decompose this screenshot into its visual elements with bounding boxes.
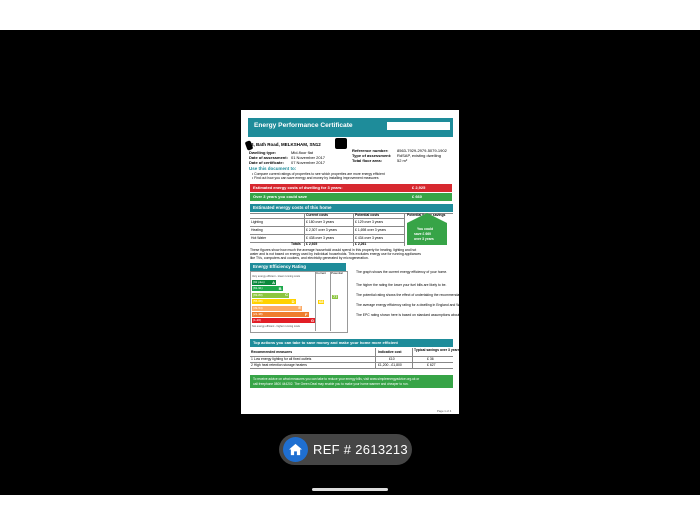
cost-row-label: Lighting: [251, 220, 263, 224]
potential-rating-marker: 77: [333, 294, 338, 299]
rating-band-e: [252, 306, 302, 311]
cost-table-line: [404, 213, 405, 246]
rating-band-range: (69-80): [253, 292, 263, 297]
estimated-costs-value: £ 2,925: [412, 185, 426, 190]
cost-row-label: Hot Water: [251, 236, 267, 240]
rating-col-divider: [315, 271, 316, 331]
top-bar: [0, 0, 700, 30]
rating-text-1: The graph shows the current energy efficiency of your home.: [356, 270, 448, 274]
rating-band-range: (55-68): [253, 299, 263, 304]
actions-section-header: [250, 339, 453, 347]
dwelling-type-label: Dwelling type:: [249, 150, 277, 155]
saving-value-box: [408, 193, 452, 201]
cost-row-potential: £ 434 over 3 years: [355, 236, 384, 240]
rating-band-letter: B: [278, 285, 282, 291]
rating-band-range: (81-91): [253, 286, 263, 291]
action-measure: 1 Low energy lighting for all fixed outlets: [251, 357, 312, 361]
cost-table-line: [250, 234, 404, 235]
house-icon-glyph: [288, 443, 303, 456]
cost-table-line: [250, 242, 404, 243]
actions-table-line: [250, 368, 453, 369]
home-indicator[interactable]: [312, 488, 388, 491]
current-rating-marker: 68: [319, 299, 324, 304]
cost-header-savings: Potential future savings: [407, 213, 446, 217]
rating-bottom-note: Not energy efficient - higher running costs: [252, 325, 300, 328]
estimated-costs-label: Estimated energy costs of dwelling for 3 years:: [253, 185, 343, 190]
rating-band-range: (21-38): [253, 312, 263, 316]
dwelling-type-value: Mid-floor flat: [291, 150, 314, 155]
actions-title: Top actions you can take to save money and make your home more efficient: [253, 340, 398, 345]
cost-section-header: [250, 204, 453, 212]
action-cost: £1,200 - £1,800: [378, 363, 402, 367]
rating-col-current: Current: [316, 271, 327, 275]
rating-band-b: [252, 286, 283, 291]
action-cost: £10: [389, 357, 395, 361]
rating-band-range: (39-54): [253, 305, 263, 310]
rating-band-letter: A: [272, 279, 275, 285]
rating-col-divider: [330, 271, 331, 331]
cost-note-1: These figures show how much the average household would spend in this property for heating, lighting and hot: [250, 248, 417, 252]
type-assessment-value: RdSAP, existing dwelling: [397, 153, 441, 158]
arrow-text-2: save £ 660: [414, 232, 431, 236]
rating-band-letter: F: [305, 311, 308, 317]
rating-band-letter: D: [291, 298, 295, 304]
date-certificate-label: Date of certificate:: [249, 160, 284, 165]
actions-header-measure: Recommended measures: [251, 350, 293, 354]
actions-table-line: [412, 348, 413, 368]
bottom-bar: [0, 495, 700, 525]
ref-number-label: Reference number:: [352, 148, 389, 153]
cost-row-potential: £ 1,698 over 3 years: [355, 228, 386, 232]
cost-row-current: £ 180 over 3 years: [306, 220, 335, 224]
advice-line-1: To receive advice on what measures you can take to reduce your energy bills, visit www.simpleenergyadvice.org.uk or: [253, 377, 420, 381]
savings-arrow: [407, 223, 447, 245]
advice-line-2: call freephone 0800 444202. The Green Deal may enable you to make your home warmer and cheaper to run.: [253, 382, 409, 386]
date-assessment-value: 01 November 2017: [291, 155, 326, 160]
rating-band-d: [252, 299, 296, 304]
epc-document[interactable]: [241, 110, 607, 414]
use-doc-heading: Use this document to:: [249, 166, 297, 171]
cost-row-current: £ 438 over 3 years: [306, 236, 335, 240]
page-number: Page 1 of 4: [437, 409, 452, 413]
epc-title: Energy Performance Certificate: [254, 122, 353, 129]
cost-note-3: like TVs, computers and cookers, and electricity generated by microgeneration.: [250, 256, 369, 260]
house-icon: [283, 437, 308, 462]
ref-number-value: 8563-7929-2979-5079-1902: [397, 148, 447, 153]
header-blank-box: [387, 122, 450, 130]
cost-header-potential: Potential costs: [355, 213, 380, 217]
advice-footer: [250, 375, 453, 388]
property-address: 3, Bath Road, MELKSHAM, SN12: [251, 142, 321, 147]
rating-band-range: (92 plus): [253, 280, 265, 284]
use-doc-bullet-1: • Compare current ratings of properties to see which properties are more energy efficient: [252, 172, 385, 176]
action-saving: £ 36: [427, 357, 434, 361]
date-assessment-label: Date of assessment:: [249, 155, 288, 160]
rating-band-f: [252, 312, 309, 317]
rating-band-a: [252, 280, 276, 285]
totals-potential: £ 2,261: [355, 242, 367, 246]
action-measure: 2 High heat retention storage heaters: [251, 363, 307, 367]
saving-value: £ 660: [412, 194, 423, 199]
arrow-text-1: You could: [417, 227, 434, 231]
rating-text-3: The potential rating shows the effect of undertaking the recommendations on page 3.: [356, 293, 484, 297]
cost-header-current: Current costs: [306, 213, 329, 217]
rating-band-letter: G: [310, 317, 314, 323]
rating-band-g: [252, 318, 315, 323]
rating-band-letter: E: [298, 305, 301, 311]
rating-band-letter: C: [285, 292, 288, 298]
saving-band: [250, 193, 408, 201]
cost-section-title: Estimated energy costs of this home: [253, 205, 332, 210]
rating-text-4: The average energy efficiency rating for a dwelling in England and Wales is band D (rating 60).: [356, 303, 499, 307]
cost-table-line: [250, 218, 404, 219]
actions-table-line: [375, 348, 376, 368]
saving-label: Over 3 years you could save: [253, 194, 308, 199]
date-certificate-value: 07 November 2017: [291, 160, 326, 165]
epc-header: [248, 118, 453, 137]
arrow-text-3: over 3 years: [414, 237, 434, 241]
rating-title: Energy Efficiency Rating: [253, 264, 307, 269]
reference-number: REF # 2613213: [313, 442, 408, 457]
cost-note-2: water and is not based on energy used by individual households. This excludes energy use for running appliances: [250, 252, 421, 256]
floor-area-label: Total floor area:: [352, 158, 382, 163]
reference-pill: [279, 434, 412, 465]
rating-top-note: Very energy efficient - lower running costs: [252, 275, 301, 278]
rating-band-c: [252, 293, 289, 298]
rating-section-header: [250, 263, 346, 271]
cost-row-current: £ 2,307 over 3 years: [306, 228, 337, 232]
totals-label: Totals: [291, 242, 301, 246]
floor-area-value: 52 m²: [397, 158, 408, 163]
totals-current: £ 2,925: [306, 242, 318, 246]
cost-table-line: [304, 213, 305, 246]
cost-table-line: [250, 226, 404, 227]
actions-header-cost: Indicative cost: [378, 350, 402, 354]
actions-header-saving: Typical savings over 3 years: [414, 348, 460, 352]
action-saving: £ 627: [427, 363, 436, 367]
rating-text-2: The higher the rating the lower your fuel bills are likely to be.: [356, 283, 447, 287]
rating-text-5: The EPC rating shown here is based on standard assumptions about occupancy and energy use and may not reflect how energy is consumed by individual occupants.: [356, 313, 607, 317]
cost-table-line: [353, 213, 354, 246]
cost-row-potential: £ 129 over 3 years: [355, 220, 384, 224]
type-assessment-label: Type of assessment:: [352, 153, 392, 158]
estimated-costs-value-box: [408, 184, 452, 192]
rating-band-range: (1-20): [253, 318, 262, 323]
use-doc-bullet-2: • Find out how you can save energy and money by installing improvement measures: [252, 176, 379, 180]
savings-arrow-head: [407, 213, 447, 223]
rating-col-potential: Potential: [331, 271, 343, 275]
cost-row-label: Heating: [251, 228, 263, 232]
estimated-costs-band: [250, 184, 408, 192]
redaction-block: [335, 138, 347, 149]
